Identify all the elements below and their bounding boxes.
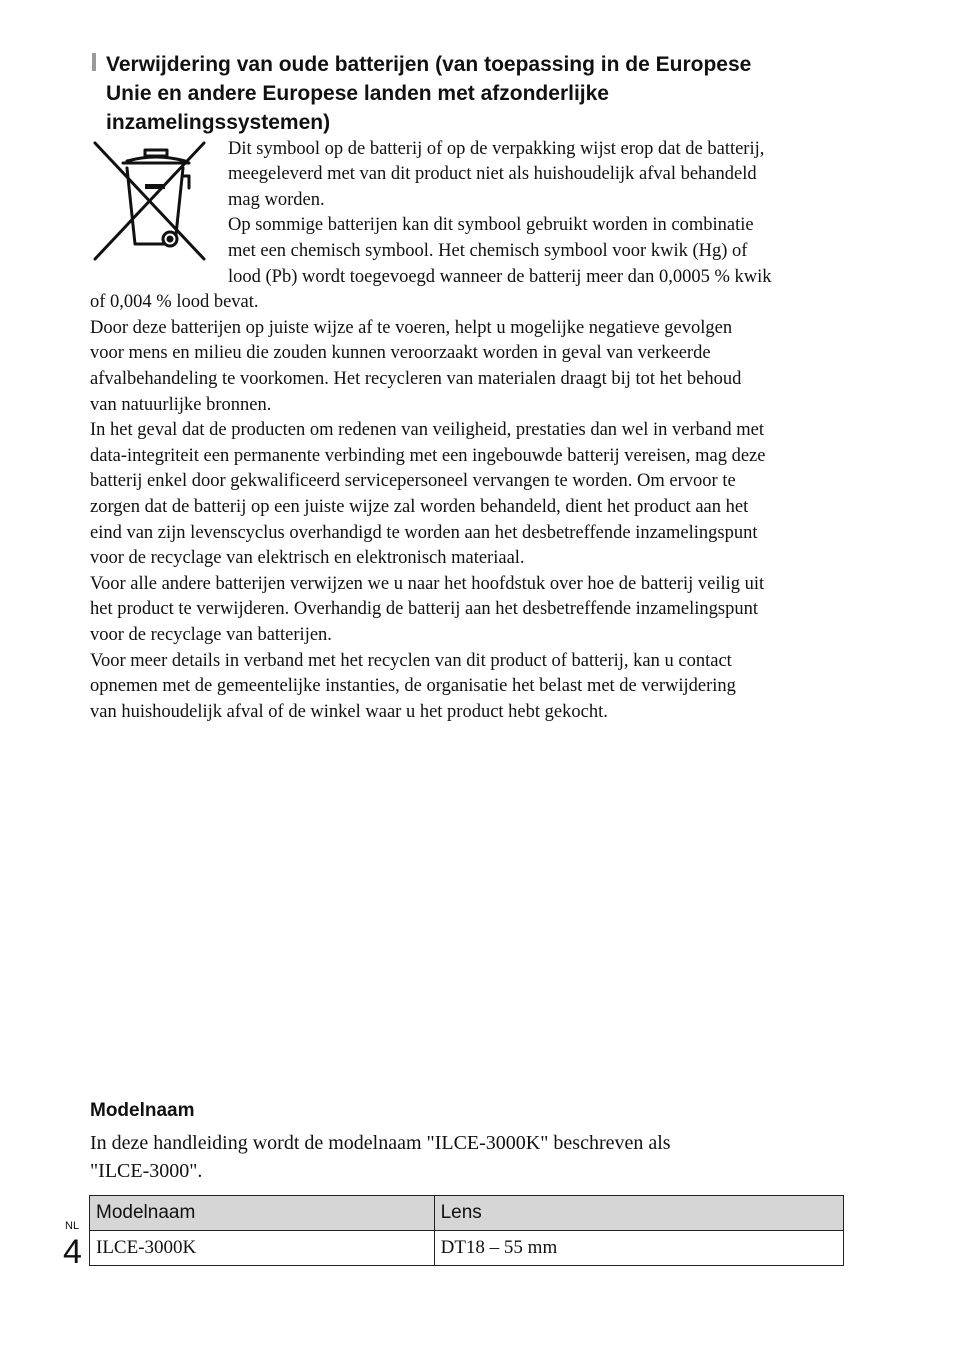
body-line: eind van zijn levenscyclus overhandigd te worden aan het desbetreffende inzamelingspunt bbox=[90, 523, 758, 543]
body-line: van natuurlijke bronnen. bbox=[90, 395, 272, 415]
body-line: of 0,004 % lood bevat. bbox=[90, 292, 259, 312]
body-line: het product te verwijderen. Overhandig de batterij aan het desbetreffende inzamelingspunt bbox=[90, 599, 758, 619]
section-heading bbox=[92, 50, 862, 137]
model-table bbox=[89, 1195, 844, 1266]
body-line: In het geval dat de producten om redenen van veiligheid, prestaties dan wel in verband met bbox=[90, 420, 764, 440]
body-line: meegeleverd met van dit product niet als huishoudelijk afval behandeld bbox=[228, 164, 757, 184]
body-line: Voor meer details in verband met het recyclen van dit product of batterij, kan u contact bbox=[90, 651, 732, 671]
body-line: voor de recyclage van batterijen. bbox=[90, 625, 332, 645]
heading-marker bbox=[92, 53, 96, 71]
heading-line: inzamelingssystemen) bbox=[106, 111, 331, 134]
body-line: Op sommige batterijen kan dit symbool gebruikt worden in combinatie bbox=[228, 215, 754, 235]
body-line: zorgen dat de batterij op een juiste wijze zal worden behandeld, dient het product aan het bbox=[90, 497, 749, 517]
table-cell: ILCE-3000K bbox=[90, 1231, 435, 1266]
body-line: mag worden. bbox=[228, 190, 325, 210]
heading-line: Unie en andere Europese landen met afzonderlijke bbox=[106, 82, 609, 105]
crossed-out-wheelie-bin-icon bbox=[92, 140, 218, 262]
body-line: Voor alle andere batterijen verwijzen we u naar het hoofdstuk over hoe de batterij veilig uit bbox=[90, 574, 765, 594]
page-number: 4 bbox=[63, 1233, 82, 1271]
body-line: met een chemisch symbool. Het chemisch symbool voor kwik (Hg) of bbox=[228, 241, 748, 261]
language-code: NL bbox=[65, 1220, 80, 1232]
model-text-line: In deze handleiding wordt de modelnaam "ILCE-3000K" beschreven als bbox=[90, 1132, 671, 1154]
table-header-cell: Lens bbox=[434, 1196, 843, 1231]
model-heading: Modelnaam bbox=[90, 1100, 195, 1121]
body-line: Door deze batterijen op juiste wijze af te voeren, helpt u mogelijke negatieve gevolgen bbox=[90, 318, 733, 338]
table-row bbox=[90, 1231, 844, 1266]
table-header-row bbox=[90, 1196, 844, 1231]
model-text-line: "ILCE-3000". bbox=[90, 1160, 203, 1182]
table-header-cell: Modelnaam bbox=[90, 1196, 435, 1231]
body-line: batterij enkel door gekwalificeerd servicepersoneel vervangen te worden. Om ervoor te bbox=[90, 471, 736, 491]
body-line: lood (Pb) wordt toegevoegd wanneer de batterij meer dan 0,0005 % kwik bbox=[228, 267, 772, 287]
body-line: voor de recyclage van elektrisch en elektronisch materiaal. bbox=[90, 548, 525, 568]
heading-line: Verwijdering van oude batterijen (van toepassing in de Europese bbox=[106, 53, 752, 76]
body-line: data-integriteit een permanente verbinding met een ingebouwde batterij vereisen, mag deze bbox=[90, 446, 766, 466]
body-line: afvalbehandeling te voorkomen. Het recycleren van materialen draagt bij tot het behoud bbox=[90, 369, 742, 389]
table-cell: DT18 – 55 mm bbox=[434, 1231, 843, 1266]
body-line: voor mens en milieu die zouden kunnen veroorzaakt worden in geval van verkeerde bbox=[90, 343, 711, 363]
body-line: opnemen met de gemeentelijke instanties, de organisatie het belast met de verwijdering bbox=[90, 676, 736, 696]
body-line: Dit symbool op de batterij of op de verpakking wijst erop dat de batterij, bbox=[228, 139, 765, 159]
body-line: van huishoudelijk afval of de winkel waar u het product hebt gekocht. bbox=[90, 702, 608, 722]
